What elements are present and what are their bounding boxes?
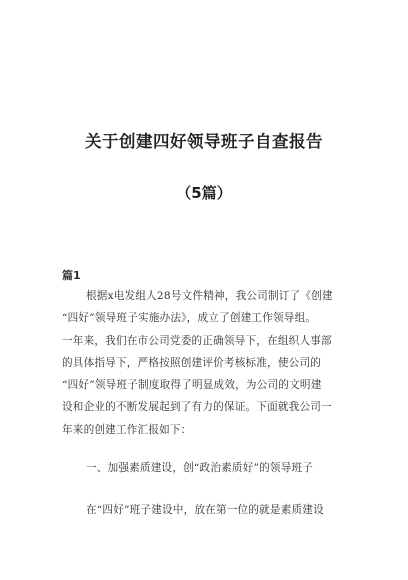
paragraph-line: 年来的创建工作汇报如下：	[62, 423, 192, 436]
paragraph-line: 根据x电发组人28号文件精神，我公司制订了《创建	[86, 290, 333, 302]
paragraph-line: 的具体指导下，严格按照创建评价考核标准，使公司的	[62, 356, 322, 369]
paragraph-line: “四好”领导班子实施办法》，成立了创建工作领导组。	[62, 312, 317, 325]
document-subtitle: （5篇）	[176, 184, 232, 202]
paragraph-1	[62, 285, 350, 441]
paragraph-line: 一年来，我们在市公司党委的正确领导下，在组织人事部	[62, 334, 332, 347]
paragraph-line: “四好”领导班子制度取得了明显成效，为公司的文明建	[62, 379, 322, 392]
section-heading-1: 一、加强素质建设，创“政治素质好”的领导班子	[86, 462, 314, 474]
paragraph-line: 设和企业的不断发展起到了有力的保证。下面就我公司一	[62, 401, 332, 414]
paragraph-line: 在“四好”班子建设中，放在第一位的就是素质建设	[86, 504, 324, 516]
document-title: 关于创建四好领导班子自查报告	[85, 132, 323, 151]
paragraph-2	[62, 499, 350, 521]
section-label: 篇1	[62, 269, 81, 282]
